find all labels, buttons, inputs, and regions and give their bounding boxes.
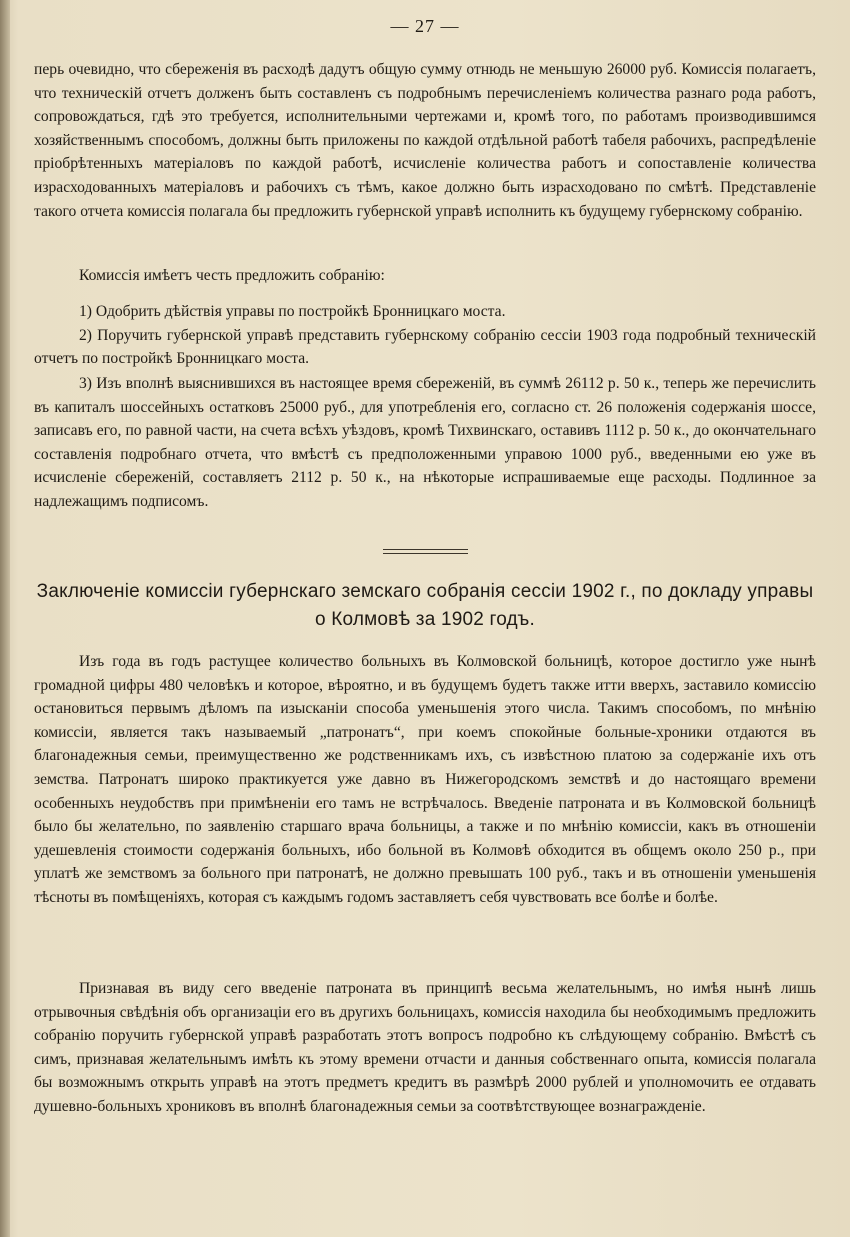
page-number: — 27 — [390,16,460,36]
page-spine-shadow [0,0,10,1237]
proposal-item-1: 1) Одобрить дѣйствія управы по постройкѣ Бронницкаго моста. [79,303,506,320]
section-paragraph-1-block [34,650,816,910]
section-title: Заключеніе комиссіи губернскаго земскаго собранія сессіи 1902 г., по докладу управы о Колмовѣ за 1902 годъ. [36,581,814,630]
intro-paragraph: перь очевидно, что сбереженія въ расходѣ дадутъ общую сумму отнюдь не меньшую 26000 руб. Комиссія полагаетъ, что техническій отчетъ долженъ быть составленъ съ подробнымъ перечисленіемъ количества разнаго рода работъ, сопровождаться, гдѣ это требуется, исполнительными чертежами и, кромѣ того, по работамъ производившимся хозяйственнымъ способомъ, должны быть приложены по каждой отдѣльной работѣ табеля рабочихъ, распредѣленіе пріобрѣтенныхъ матеріаловъ по каждой работѣ, исчисленіе количества работъ и сопоставленіе количества израсходованныхъ матеріаловъ и рабочихъ съ тѣмъ, какое должно быть израсходовано по смѣтѣ. Представленіе такого отчета комиссія полагала бы предложить губернской управѣ исполнить къ будущему губернскому собранію. [34,61,816,220]
proposal-item-3: 3) Изъ вполнѣ выяснившихся въ настоящее время сбереженій, въ суммѣ 26112 р. 50 к., теперь же перечислить въ капиталъ шоссейныхъ остатковъ 25000 руб., для употребленія его, согласно ст. 26 положенія содержанія шоссе, записавъ его, по равной части, на счета всѣхъ уѣздовъ, кромѣ Тихвинскаго, оставивъ 1112 р. 50 к., до окончательнаго составленія подробнаго отчета, что вмѣстѣ съ предположенными управою 1000 руб., введенными ею уже въ исчисленіе сбереженій, составляетъ 2112 р. 50 к., на нѣкоторые испрашиваемые еще расходы. Подлинное за надлежащимъ подписомъ. [34,375,816,510]
proposal-item-3-block [34,372,816,514]
proposal-intro-block [34,264,816,288]
section-paragraph-1: Изъ года въ годъ растущее количество больныхъ въ Колмовской больницѣ, которое достигло уже нынѣ громадной цифры 480 человѣкъ и которое, вѣроятно, и въ будущемъ будетъ также итти вверхъ, заставило комиссію остановиться первымъ дѣломъ па изысканіи способа уменьшенія этого числа. Такимъ способомъ, по мнѣнію комиссіи, является такъ называемый „патронатъ“, при коемъ спокойные больные-хроники отдаются въ благонадежныя семьи, преимущественно же родственникамъ ихъ, съ извѣстною платою за содержаніе ихъ отъ земства. Патронатъ широко практикуется уже давно въ Нижегородскомъ земствѣ и до настоящаго времени особенныхъ неудобствъ при примѣненіи его тамъ не встрѣчалось. Введеніе патроната и въ Колмовской больницѣ было бы желательно, по заявленію старшаго врача больницы, а также и по мнѣнію комиссіи, какъ въ отношеніи удешевленія стоимости содержанія больныхъ, ибо больной въ Колмовѣ обходится въ общемъ около 250 р., при уплатѣ же земствомъ за больного при патронатѣ, не должно превышать 100 руб., такъ и въ отношеніи уменьшенія тѣсноты въ помѣщеніяхъ, которая съ каждымъ годомъ заставляетъ себя чувствовать все болѣе и болѣе. [34,653,816,906]
intro-block [34,58,816,223]
proposal-intro: Комиссія имѣетъ честь предложить собранію: [79,267,385,284]
section-paragraph-2-block [34,977,816,1119]
proposal-item-2: 2) Поручить губернской управѣ представить губернскому собранію сессіи 1903 года подробный техническій отчетъ по постройкѣ Бронницкаго моста. [34,326,816,368]
section-divider [383,549,468,554]
proposal-list [34,300,816,371]
section-paragraph-2: Признавая въ виду сего введеніе патроната въ принципѣ весьма желательнымъ, но имѣя нынѣ лишь отрывочныя свѣдѣнія объ организаціи его въ другихъ больницахъ, комиссія находила бы необходимымъ предложить собранію поручить губернской управѣ разработать этотъ вопросъ подробно къ слѣдующему собранію. Вмѣстѣ съ симъ, признавая желательнымъ имѣть къ этому времени отчасти и данныя собственнаго опыта, комиссія полагала бы возможнымъ открыть управѣ на этотъ предметъ кредитъ въ размѣрѣ 2000 рублей и уполномочить ее отдавать душевно-больныхъ хрониковъ въ вполнѣ благонадежныя семьи за соотвѣтствующее вознагражденіе. [34,980,816,1115]
